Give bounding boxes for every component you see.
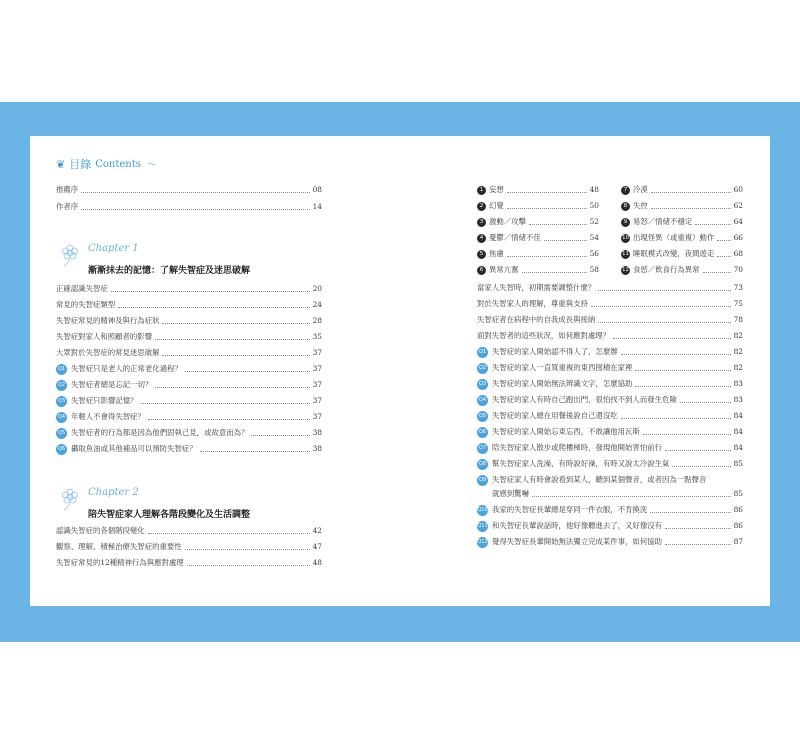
numbered-entry-pair [477, 199, 743, 213]
question-badge: Q7 [477, 443, 488, 454]
toc-question-entry[interactable]: Q5 失智症者的行為都是因為他們固執己見，或故意而為？ 38 [57, 428, 322, 437]
toc-entry[interactable]: 失智症對家人和照顧者的影響 35 [56, 332, 322, 341]
numbered-entry-pair [477, 247, 743, 261]
question-badge: Q6 [477, 427, 488, 438]
toc-entry[interactable]: 大眾對於失智症的常見迷思破解 37 [56, 348, 322, 357]
toc-question-entry[interactable]: Q3 失智症只影響記憶？ 37 [57, 396, 322, 405]
toc-question-entry[interactable]: Q6 攝取魚油或其他補品可以預防失智症？ 38 [57, 444, 322, 453]
numbered-entry-pair [477, 231, 743, 245]
toc-page [30, 136, 770, 606]
toc-question-entry[interactable]: Q5 失智症的家人總在用餐後說自己還沒吃 84 [478, 411, 743, 420]
toc-entry[interactable]: 面對失智者的這些狀況，如何應對處理？ 82 [477, 331, 743, 340]
toc-question-entry[interactable]: Q2 失智症者總是忘記一切？ 37 [57, 380, 322, 389]
toc-entry[interactable]: 4 憂鬱／情緒不佳 54 [477, 231, 599, 245]
chapter-title: 陪失智症家人理解各階段變化及生活調整 [88, 510, 251, 520]
toc-entry[interactable]: 當家人失智時，初期需要調整什麼？ 73 [477, 283, 743, 292]
flower-icon [58, 487, 82, 511]
question-badge: Q5 [56, 428, 67, 439]
question-badge: Q5 [477, 411, 488, 422]
toc-question-entry[interactable]: Q3 失智症的家人開始無法辨識文字，怎麼協助 83 [478, 379, 743, 388]
question-badge: Q2 [56, 380, 67, 391]
toc-question-entry[interactable]: Q4 年輕人不會得失智症？ 37 [57, 412, 322, 421]
question-badge: Q1 [56, 364, 67, 375]
numbered-entry-pair [477, 263, 743, 277]
toc-entry[interactable]: 9 易怒／情緒不穩定 64 [621, 215, 743, 229]
toc-question-entry[interactable]: Q7 陪失智症家人散步或爬樓梯時，發現他開始害怕前行 84 [478, 443, 743, 452]
toc-question-entry[interactable]: Q1 失智症只是老人的正常老化過程？ 37 [57, 364, 322, 373]
flower-icon [58, 243, 82, 267]
toc-entry[interactable]: 7 冷漠 60 [621, 183, 743, 197]
toc-question-entry[interactable]: Q11 和失智症長輩說話時，他好像聽進去了，又好像沒有 86 [477, 521, 743, 530]
toc-entry[interactable]: 5 焦慮 56 [477, 247, 599, 261]
toc-question-entry[interactable]: Q1 失智症的家人開始認不得人了，怎麼辦 82 [478, 347, 743, 356]
toc-entry[interactable]: 推薦序 08 [56, 185, 322, 194]
question-badge: Q1 [477, 347, 488, 358]
toc-entry[interactable]: 作者序 14 [56, 202, 322, 211]
question-badge: Q4 [56, 412, 67, 423]
leaf-icon: ❦ [56, 157, 66, 171]
toc-entry[interactable]: 3 激動／攻擊 52 [477, 215, 599, 229]
toc-entry[interactable]: 失智症者在病程中的自我成長與接納 78 [477, 315, 743, 324]
toc-entry[interactable]: 1 妄想 48 [477, 183, 599, 197]
chapter-2-header [56, 485, 322, 529]
question-badge: Q3 [56, 396, 67, 407]
chapter-title: 漸漸抹去的記憶：了解失智症及迷思破解 [88, 266, 251, 276]
question-badge: Q12 [477, 537, 488, 548]
question-badge: Q6 [56, 444, 67, 455]
toc-entry[interactable]: 觀察、理解，積極治療失智症的重要性 47 [56, 542, 322, 551]
toc-entry[interactable]: 6 異常亢奮 58 [477, 263, 599, 277]
toc-question-entry[interactable]: Q12 覺得失智症長輩開始無法獨立完成某件事，如何協助 87 [477, 537, 743, 546]
toc-heading-zh: 目錄 [69, 158, 92, 171]
toc-entry[interactable]: 2 幻覺 50 [477, 199, 599, 213]
question-badge: Q4 [477, 395, 488, 406]
toc-entry[interactable]: 正確認識失智症 20 [56, 284, 322, 293]
toc-entry[interactable]: 12 食慾／飲食行為異常 70 [622, 265, 743, 274]
toc-entry[interactable]: 失智症常見的12種精神行為與應對處理 48 [56, 558, 322, 567]
question-badge: Q8 [477, 459, 488, 470]
chapter-1-header [56, 241, 322, 285]
toc-question-entry[interactable]: Q8 幫失智症家人洗澡，有時說好澡，有時又說太冷說生氣 85 [478, 459, 743, 468]
chapter-label: Chapter 2 [88, 487, 139, 498]
toc-entry[interactable]: 常見的失智症類型 24 [56, 300, 322, 309]
toc-question-entry[interactable]: Q9 失智症家人有時會說看到某人，聽到某個聲音，或者因為一點聲音 就感到驚嚇 85 [478, 475, 743, 498]
toc-entry[interactable]: 11 睡眠模式改變，夜間遊走 68 [622, 249, 743, 258]
toc-entry[interactable]: 失智症常見的精神及與行為症狀 28 [56, 316, 322, 325]
toc-question-entry[interactable]: Q4 失智症的家人有時自己跑出門，很怕找不到人而發生危險 83 [478, 395, 743, 404]
toc-entry[interactable]: 8 失控 62 [621, 199, 743, 213]
toc-heading [56, 156, 157, 172]
toc-heading-en: Contents [95, 158, 141, 170]
toc-entry[interactable]: 認識失智症的各個階段變化 42 [56, 526, 322, 535]
question-badge: Q10 [477, 505, 488, 516]
question-badge: Q9 [477, 475, 488, 486]
numbered-entry-pair [477, 215, 743, 229]
toc-question-entry[interactable]: Q2 失智症的家人一直買重複的東西囤積在家裡 82 [478, 363, 743, 372]
question-badge: Q3 [477, 379, 488, 390]
question-badge: Q2 [477, 363, 488, 374]
toc-entry[interactable]: 對於失智家人的理解，尊重與支持 75 [477, 299, 743, 308]
question-badge: Q11 [477, 521, 488, 532]
toc-question-entry[interactable]: Q10 我家的失智症長輩總是穿同一件衣服，不肯換洗 86 [477, 505, 743, 514]
chapter-label: Chapter 1 [88, 243, 139, 254]
toc-entry[interactable]: 10 出現怪異（或重複）動作 66 [622, 233, 743, 242]
numbered-entry-pair [477, 183, 743, 197]
swirl-decoration-icon: ~ [146, 157, 157, 171]
toc-question-entry[interactable]: Q6 失智症的家人開始忘東忘西，不敢讓他用瓦斯 84 [478, 427, 743, 436]
